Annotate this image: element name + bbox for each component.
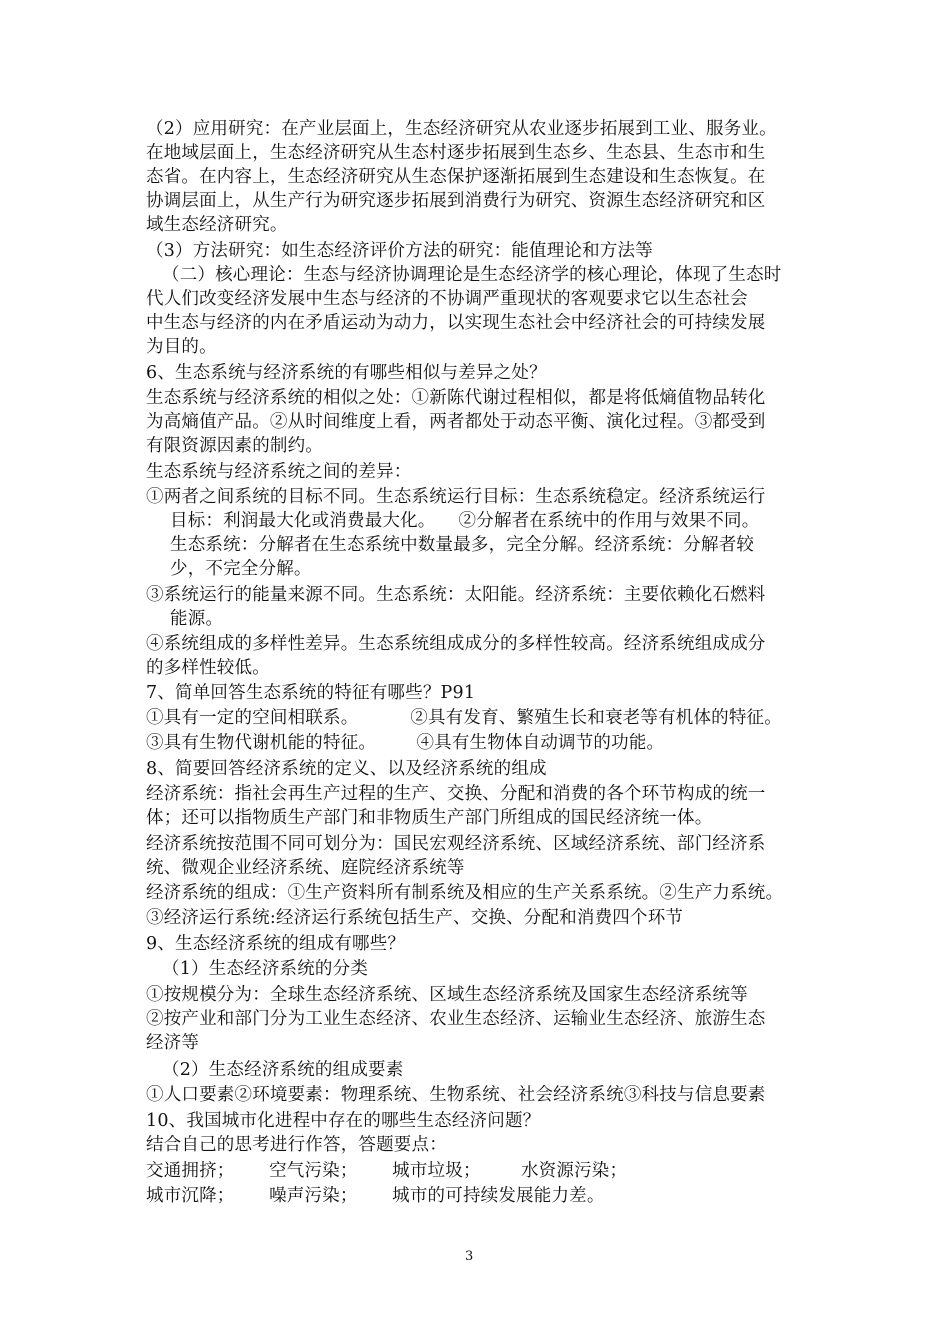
text-line: 经济系统按范围不同可划分为：国民宏观经济系统、区域经济系统、部门经济系 [146,834,766,854]
text-line: 交通拥挤； 空气污染； 城市垃圾； 水资源污染； [146,1161,628,1181]
text-line: 结合自己的思考进行作答，答题要点： [146,1135,447,1155]
text-line: ④系统组成的多样性差异。生态系统组成成分的多样性较高。经济系统组成成分 [146,634,766,654]
text-line: 在地域层面上，生态经济研究从生态村逐步拓展到生态乡、生态县、生态市和生 [146,143,766,163]
text-line: （1）生态经济系统的分类 [162,959,369,979]
text-line: ①两者之间系统的目标不同。生态系统运行目标：生态系统稳定。经济系统运行 [146,487,766,507]
text-line: 协调层面上，从生产行为研究逐步拓展到消费行为研究、资源生态经济研究和区 [146,191,766,211]
text-line: 有限资源因素的制约。 [146,436,323,456]
text-line: 经济系统的组成：①生产资料所有制系统及相应的生产关系系统。②生产力系统。 [146,883,784,903]
text-line: 代人们改变经济发展中生态与经济的不协调严重现状的客观要求它以生态社会 [146,289,748,309]
text-line: 中生态与经济的内在矛盾运动为动力，以实现生态社会中经济社会的可持续发展 [146,313,766,333]
text-line: 少，不完全分解。 [170,559,312,579]
text-line: 生态系统：分解者在生态系统中数量最多，完全分解。经济系统：分解者较 [170,535,755,555]
text-line: 体；还可以指物质生产部门和非物质生产部门所组成的国民经济统一体。 [146,808,713,828]
text-line: 能源。 [170,609,224,629]
text-line: ①具有一定的空间相联系。 ②具有发育、繁殖生长和衰老等有机体的特征。 [146,708,782,728]
text-line: （2）生态经济系统的组成要素 [162,1060,404,1080]
text-line: ②按产业和部门分为工业生态经济、农业生态经济、运输业生态经济、旅游生态 [146,1009,766,1029]
text-line: ①人口要素②环境要素：物理系统、生物系统、社会经济系统③科技与信息要素 [146,1085,766,1105]
text-line: 经济等 [146,1033,200,1053]
text-line: 域生态经济研究。 [146,215,288,235]
text-line: 态省。在内容上，生态经济研究从生态保护逐渐拓展到生态建设和生态恢复。在 [146,167,766,187]
text-line: （2）应用研究：在产业层面上，生态经济研究从农业逐步拓展到工业、服务业。 [146,119,777,139]
text-line: ③系统运行的能量来源不同。生态系统：太阳能。经济系统：主要依赖化石燃料 [146,585,766,605]
text-line: 8、简要回答经济系统的定义、以及经济系统的组成 [146,759,547,779]
text-line: ③具有生物代谢机能的特征。 ④具有生物体自动调节的功能。 [146,733,665,753]
text-line: 统、微观企业经济系统、庭院经济系统等 [146,858,465,878]
page-number: 3 [465,1249,474,1264]
text-line: 目标：利润最大化或消费最大化。 ②分解者在系统中的作用与效果不同。 [170,511,760,531]
text-line: 经济系统：指社会再生产过程的生产、交换、分配和消费的各个环节构成的统一 [146,784,766,804]
text-line: 生态系统与经济系统之间的差异： [146,462,412,482]
text-line: 9、生态经济系统的组成有哪些？ [146,934,406,954]
text-line: 的多样性较低。 [146,658,270,678]
text-line: 10、我国城市化进程中存在的哪些生态经济问题？ [146,1111,541,1131]
text-line: 为高熵值产品。②从时间维度上看，两者都处于动态平衡、演化过程。③都受到 [146,412,766,432]
text-line: 6、生态系统与经济系统的有哪些相似与差异之处？ [146,363,547,383]
text-line: （3）方法研究：如生态经济评价方法的研究：能值理论和方法等 [146,241,653,261]
text-line: ①按规模分为：全球生态经济系统、区域生态经济系统及国家生态经济系统等 [146,985,748,1005]
text-line: 城市沉降； 噪声污染； 城市的可持续发展能力差。 [146,1186,605,1206]
text-line: 生态系统与经济系统的相似之处：①新陈代谢过程相似，都是将低熵值物品转化 [146,388,766,408]
text-line: ③经济运行系统:经济运行系统包括生产、交换、分配和消费四个环节 [146,908,684,928]
text-line: （二）核心理论：生态与经济协调理论是生态经济学的核心理论，体现了生态时 [162,265,782,285]
text-line: 为目的。 [146,337,217,357]
text-line: 7、简单回答生态系统的特征有哪些？P91 [146,683,476,703]
